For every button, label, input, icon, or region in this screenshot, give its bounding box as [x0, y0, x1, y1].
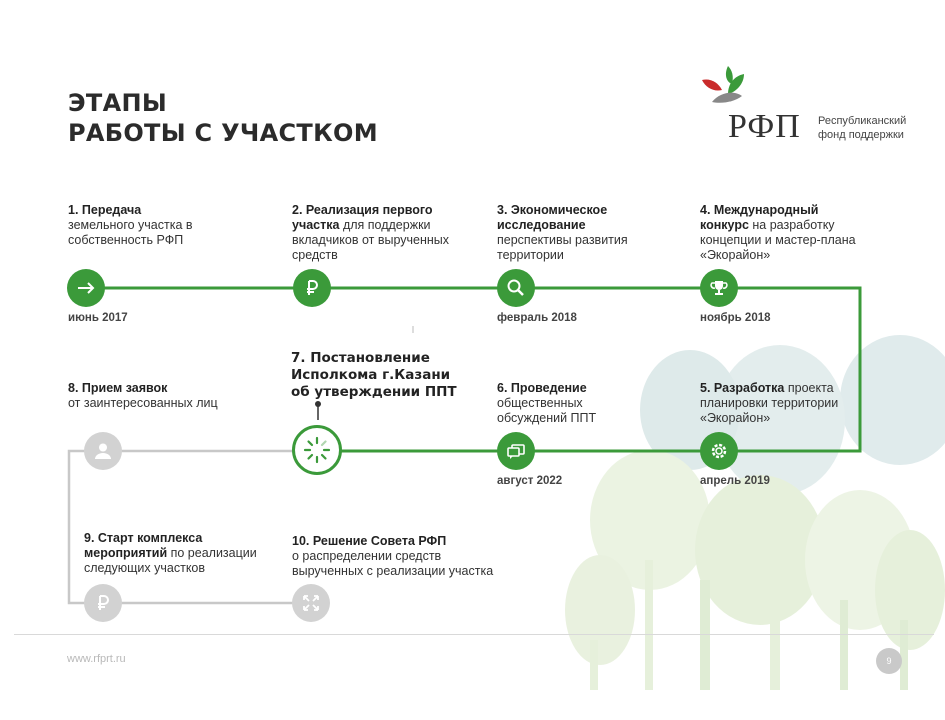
step-8-node [84, 432, 122, 470]
trophy-icon [709, 278, 729, 298]
title-line-2: РАБОТЫ С УЧАСТКОМ [68, 119, 378, 147]
step-8-title: 8. Прием заявок [68, 381, 168, 395]
footer-divider [14, 634, 934, 635]
step-1 [68, 203, 258, 248]
step-8-text: от заинтересованных лиц [68, 396, 218, 410]
step-2-text: для поддержки вкладчиков от вырученных средств [292, 218, 450, 262]
step-5-title: 5. Разработка [700, 381, 785, 395]
step-4 [700, 203, 870, 263]
step-1-date: июнь 2017 [68, 312, 128, 324]
step-10 [292, 534, 512, 579]
search-icon [506, 278, 526, 298]
step-4-text: на разработку концепции и мастер-плана «Экорайон» [700, 218, 856, 262]
step-3 [497, 203, 677, 263]
expand-icon [301, 593, 321, 613]
title-line-1: ЭТАПЫ [68, 89, 168, 117]
step-3-date: февраль 2018 [497, 312, 577, 324]
step-1-text: земельного участка в собственность РФП [68, 218, 193, 247]
user-icon [92, 440, 114, 462]
step-10-title: 10. Решение Совета РФП [292, 534, 447, 548]
step-4-date: ноябрь 2018 [700, 312, 771, 324]
logo-subtitle [818, 114, 906, 142]
step-5 [700, 381, 870, 426]
step-6 [497, 381, 617, 426]
timeline-path-grey [69, 451, 318, 603]
chat-icon [505, 440, 527, 462]
step-7-node [292, 425, 342, 475]
page-number: 9 [876, 648, 902, 674]
step-3-text: перспективы развития территории [497, 233, 628, 262]
step-2-title: 2. Реализация первого участка [292, 203, 433, 232]
ruble-icon [93, 593, 113, 613]
step-6-text: общественных обсуждений ППТ [497, 396, 597, 425]
step-4-node [700, 269, 738, 307]
gear-icon [708, 440, 730, 462]
arrow-right-icon [75, 277, 97, 299]
step-10-text: о распределении средств вырученных с реализации участка [292, 549, 494, 578]
logo-sub-line-1: Республиканский [818, 115, 907, 127]
step-5-text: проекта планировки территории «Экорайон» [700, 381, 839, 425]
page-title [68, 88, 378, 148]
step-9-title: 9. Старт комплекса мероприятий [84, 531, 203, 560]
step-5-date: апрель 2019 [700, 475, 770, 487]
loading-icon [302, 435, 332, 465]
step-6-node [497, 432, 535, 470]
step-8 [68, 381, 218, 411]
step-6-date: август 2022 [497, 475, 563, 487]
step-1-title: 1. Передача [68, 203, 142, 217]
step-6-title: 6. Проведение [497, 381, 587, 395]
logo-abbr: РФП [728, 108, 801, 145]
step-2 [292, 203, 472, 263]
step-5-node [700, 432, 738, 470]
step-9-text: по реализации следующих участков [84, 546, 257, 575]
step-9-node [84, 584, 122, 622]
step-4-title: 4. Международный конкурс [700, 203, 819, 232]
step-10-node [292, 584, 330, 622]
step-3-node [497, 269, 535, 307]
footer-url[interactable]: www.rfprt.ru [67, 653, 126, 665]
step-7-title: 7. Постановление Исполкома г.Казани об утверждении ППТ [291, 350, 457, 400]
step-3-title: 3. Экономическое исследование [497, 203, 608, 232]
step-9 [84, 531, 274, 576]
step-2-node [293, 269, 331, 307]
ruble-icon [302, 278, 322, 298]
step-1-node [67, 269, 105, 307]
logo-sub-line-2: фонд поддержки [818, 129, 904, 141]
